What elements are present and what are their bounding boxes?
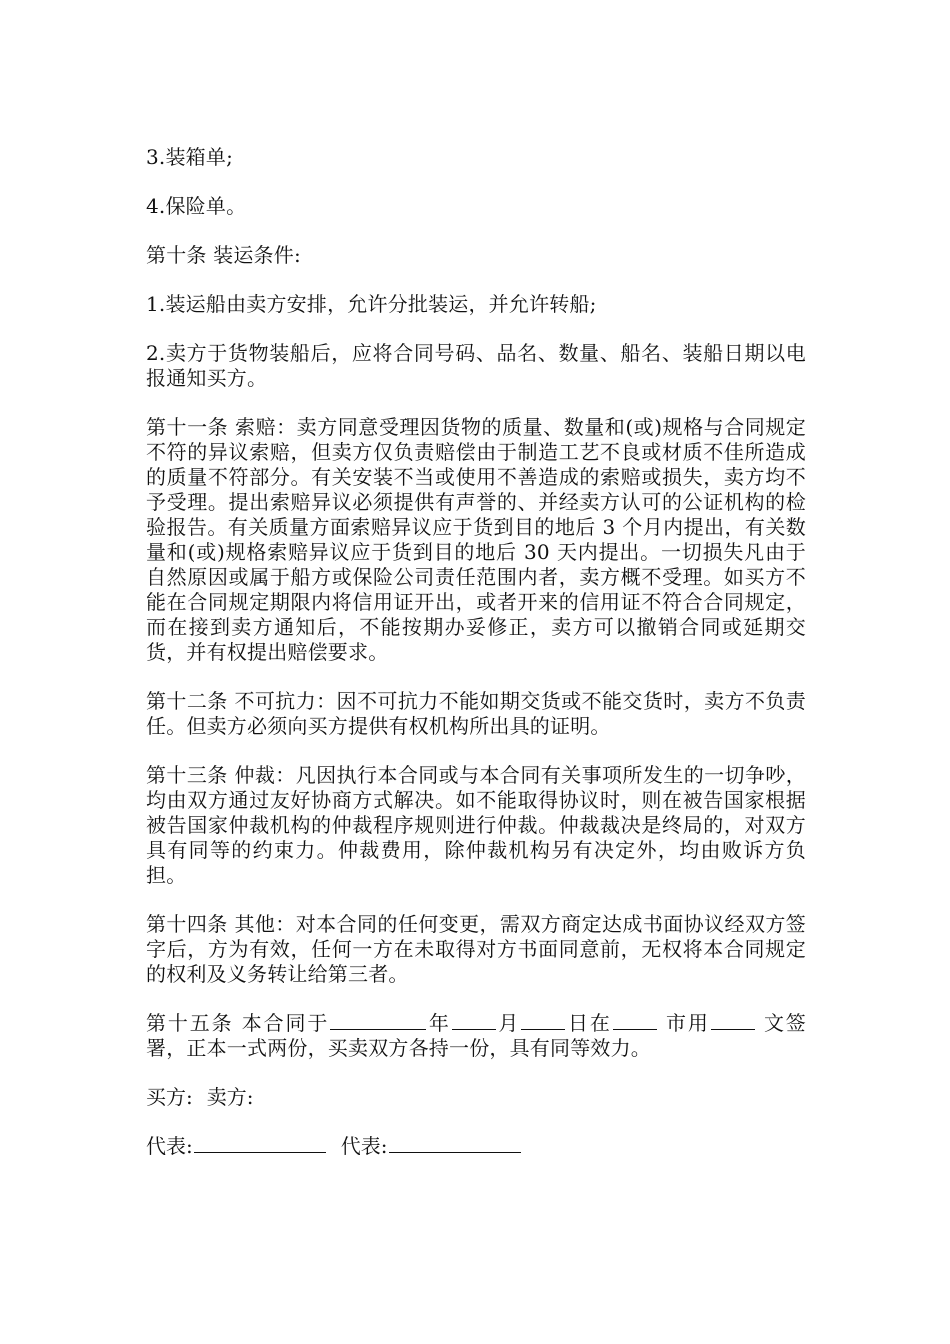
city-blank[interactable]: [613, 1011, 657, 1030]
seller-representative-blank[interactable]: [389, 1134, 521, 1153]
clause-14-other: 第十四条 其他：对本合同的任何变更，需双方商定达成书面协议经双方签字后，方为有效，任何一方在未取得对方书面同意前，无权将本合同规定的权利及义务转让给第三者。: [146, 912, 806, 986]
list-item-packing-list: 3.装箱单;: [146, 145, 234, 169]
seller-representative-label: 代表:: [340, 1134, 388, 1158]
clause-15-prefix: 第十五条 本合同于: [146, 1011, 330, 1035]
clause-15-city-use: 市用: [665, 1011, 710, 1035]
document-body: [146, 145, 806, 1183]
clause-15-month: 月: [496, 1011, 521, 1035]
clause-12-force-majeure: 第十二条 不可抗力：因不可抗力不能如期交货或不能交货时，卖方不负责任。但卖方必须向买方提供有权机构所出具的证明。: [146, 689, 806, 738]
clause-13-arbitration: 第十三条 仲裁：凡因执行本合同或与本合同有关事项所发生的一切争吵，均由双方通过友好协商方式解决。如不能取得协议时，则在被告国家根据被告国家仲裁机构的仲裁程序规则进行仲裁。仲裁裁决是终局的，对双方具有同等的约束力。仲裁费用，除仲裁机构另有决定外，均由败诉方负担。: [146, 763, 806, 887]
representatives-row: [146, 1134, 806, 1159]
clause-15-signing: [146, 1011, 806, 1061]
year-blank[interactable]: [330, 1011, 426, 1030]
list-item-insurance-policy: 4.保险单。: [146, 194, 247, 218]
clause-10-item-1: 1.装运船由卖方安排，允许分批装运，并允许转船;: [146, 292, 597, 316]
month-blank[interactable]: [452, 1011, 496, 1030]
clause-10-heading: 第十条 装运条件:: [146, 243, 301, 267]
day-blank[interactable]: [521, 1011, 565, 1030]
buyer-representative-label: 代表:: [146, 1134, 193, 1158]
clause-15-day-at: 日在: [566, 1011, 612, 1035]
language-blank[interactable]: [711, 1011, 755, 1030]
parties-row: [146, 1085, 806, 1110]
clause-15-year: 年: [427, 1011, 451, 1035]
buyer-representative-blank[interactable]: [194, 1134, 326, 1153]
clause-10-item-2: 2.卖方于货物装船后，应将合同号码、品名、数量、船名、装船日期以电报通知买方。: [146, 341, 806, 390]
clause-15-text-signed: 文签署，正本一式两份，买卖双方各持一份，具有同等效力。: [146, 1011, 807, 1060]
seller-label: 卖方:: [206, 1085, 254, 1109]
buyer-label: 买方:: [146, 1085, 193, 1109]
clause-11-claims: 第十一条 索赔：卖方同意受理因货物的质量、数量和(或)规格与合同规定不符的异议索赔，但卖方仅负责赔偿由于制造工艺不良或材质不佳所造成的质量不符部分。有关安装不当或使用不善造成的索赔或损失，卖方均不予受理。提出索赔异议必须提供有声誉的、并经卖方认可的公证机构的检验报告。有关质量方面索赔异议应于货到目的地后 3 个月内提出，有关数量和(或)规格索赔异议应于货到目的地后 30 天内提出。一切损失凡由于自然原因或属于船方或保险公司责任范围内者，卖方概不受理。如买方不能在合同规定期限内将信用证开出，或者开来的信用证不符合合同规定，而在接到卖方通知后，不能按期办妥修正，卖方可以撤销合同或延期交货，并有权提出赔偿要求。: [146, 415, 806, 664]
